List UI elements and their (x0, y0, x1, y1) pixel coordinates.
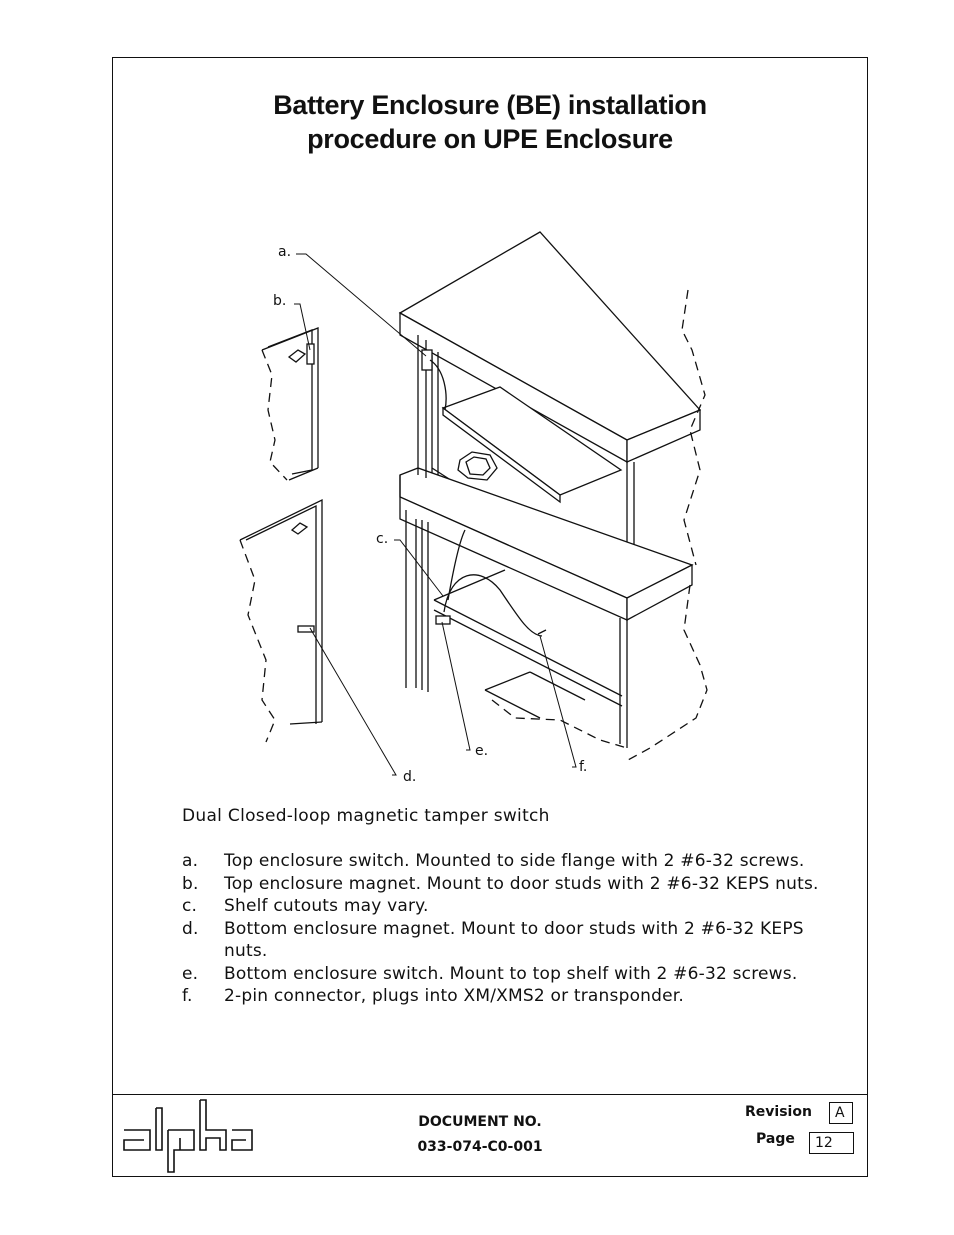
document-number: 033-074-C0-001 (417, 1139, 543, 1155)
notes-list (182, 850, 842, 1008)
diagram-label-e: e. (475, 743, 489, 759)
diagram-label-d: d. (403, 769, 417, 785)
note-text: 2-pin connector, plugs into XM/XMS2 or transponder. (224, 986, 685, 1006)
title-line-1: Battery Enclosure (BE) installation (273, 90, 707, 120)
note-text: Shelf cutouts may vary. (224, 896, 429, 916)
note-item (182, 895, 842, 918)
note-text: Bottom enclosure switch. Mount to top shelf with 2 #6-32 screws. (224, 963, 798, 984)
note-item (182, 963, 842, 986)
lower-door (240, 500, 322, 724)
title-line-2: procedure on UPE Enclosure (307, 124, 673, 154)
upper-door (262, 328, 318, 480)
note-item (182, 918, 842, 963)
revision-label: Revision (745, 1104, 812, 1120)
page-number: 12 (809, 1132, 854, 1154)
diagram-label-c: c. (376, 531, 389, 547)
footer-divider (112, 1094, 868, 1095)
document-number-label: DOCUMENT NO. (418, 1114, 542, 1130)
diagram-label-f: f. (579, 759, 588, 775)
alpha-logo (122, 1098, 257, 1174)
note-key: d. (182, 918, 199, 939)
intro-text: Dual Closed-loop magnetic tamper switch (182, 806, 550, 826)
note-text: Bottom enclosure magnet. Mount to door studs with 2 #6-32 KEPS nuts. (224, 918, 804, 961)
note-key: a. (182, 851, 199, 871)
page-label: Page (756, 1131, 795, 1147)
revision-value: A (829, 1102, 853, 1124)
note-item (182, 873, 842, 896)
note-text: Top enclosure magnet. Mount to door studs with 2 #6-32 KEPS nuts. (224, 873, 819, 894)
note-text: Top enclosure switch. Mounted to side flange with 2 #6-32 screws. (224, 851, 805, 871)
note-key: b. (182, 873, 199, 894)
note-key: c. (182, 896, 198, 916)
diagram-label-b: b. (273, 293, 287, 309)
diagram-label-a: a. (278, 244, 292, 260)
note-key: e. (182, 963, 199, 984)
note-key: f. (182, 986, 193, 1006)
note-item (182, 985, 842, 1008)
note-item (182, 850, 842, 873)
